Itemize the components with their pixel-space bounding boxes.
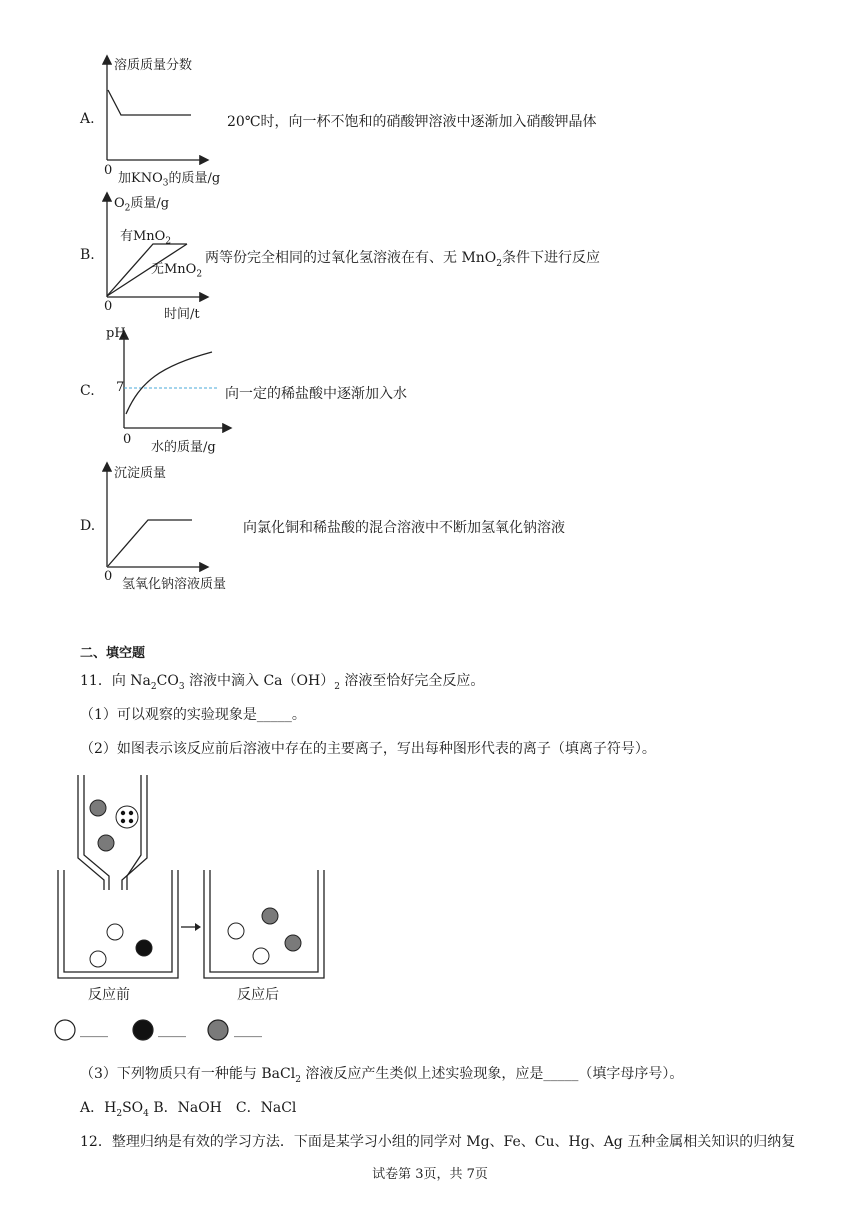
section-heading: 二、填空题 [80, 646, 146, 661]
gray-ion [98, 835, 114, 851]
beaker-before [58, 870, 178, 978]
graph-b-curve2-label: 无MnO$_2$ [151, 262, 203, 280]
dropper [78, 775, 147, 890]
graph-c-tick-7: 7 [116, 380, 125, 395]
gray-ion [285, 935, 301, 951]
graph-d-ylabel: 沉淀质量 [114, 466, 167, 481]
graph-d-origin: 0 [104, 569, 113, 584]
option-a-statement: 20℃时，向一杯不饱和的硝酸钾溶液中逐渐加入硝酸钾晶体 [227, 114, 597, 130]
option-d-statement: 向氯化铜和稀盐酸的混合溶液中不断加氢氧化钠溶液 [243, 520, 565, 536]
white-ion [107, 924, 123, 940]
white-ion [253, 948, 269, 964]
curve [108, 520, 192, 566]
graph-c-ylabel: pH [106, 326, 126, 341]
graph-b-xlabel: 时间/t [164, 307, 200, 322]
graph-c-xlabel: 水的质量/g [151, 440, 216, 455]
beaker-after [204, 870, 324, 978]
graph-b-ylabel: $O_2$质量/g [114, 196, 170, 214]
curve [126, 352, 212, 414]
option-c-letter: C. [80, 383, 95, 399]
arrow-right [181, 923, 201, 931]
white-ion-legend [55, 1020, 75, 1040]
graph-a-origin: 0 [104, 163, 113, 178]
q11-choices: A．$H_2SO_4$ B．NaOH C．NaCl [80, 1100, 297, 1119]
graph-c-origin: 0 [123, 432, 132, 447]
graph-a-ylabel: 溶质质量分数 [114, 58, 193, 73]
q11-part3: （3）下列物质只有一种能与 BaCl$_2$ 溶液反应产生类似上述实验现象，应是_____（填字母序号）。 [80, 1066, 684, 1085]
carbonate-ion-group [116, 806, 138, 828]
graph-b-origin: 0 [104, 299, 113, 314]
q12-stem: 12．整理归纳是有效的学习方法．下面是某学习小组的同学对 Mg、Fe、Cu、Hg、Ag 五种金属相关知识的归纳复 [80, 1134, 796, 1150]
option-c-statement: 向一定的稀盐酸中逐渐加入水 [225, 386, 407, 402]
gray-ion [90, 800, 106, 816]
label-before-reaction: 反应前 [88, 987, 130, 1003]
black-ion [136, 940, 152, 956]
black-ion-legend [133, 1020, 153, 1040]
option-a-letter: A. [80, 111, 95, 127]
graph-d-xlabel: 氢氧化钠溶液质量 [122, 577, 227, 592]
option-d-letter: D. [80, 518, 96, 534]
white-ion [228, 923, 244, 939]
graph-a [95, 55, 225, 175]
reaction-diagram [50, 770, 350, 1010]
option-b-letter: B. [80, 247, 95, 263]
label-after-reaction: 反应后 [237, 987, 279, 1003]
white-ion [90, 951, 106, 967]
blank-white-ion[interactable]: ____ [80, 1022, 108, 1038]
graph-b-curve1-label: 有MnO$_2$ [120, 229, 172, 247]
graph-a-xlabel: 加$KNO_3$的质量/g [118, 171, 221, 189]
option-b-statement: 两等份完全相同的过氧化氢溶液在有、无 MnO$_2$条件下进行反应 [205, 250, 601, 269]
page-footer: 试卷第 3页，共 7页 [372, 1167, 488, 1182]
q11-stem: 11．向 $Na_2CO_3$ 溶液中滴入 $Ca(OH)_2$ 溶液至恰好完全反应。 [80, 673, 485, 692]
gray-ion-legend [208, 1020, 228, 1040]
gray-ion [262, 908, 278, 924]
q11-part1: （1）可以观察的实验现象是_____。 [80, 707, 306, 723]
blank-gray-ion[interactable]: ____ [234, 1022, 262, 1038]
curve [108, 90, 191, 115]
q11-part2: （2）如图表示该反应前后溶液中存在的主要离子，写出每种图形代表的离子（填离子符号）。 [80, 741, 656, 757]
blank-black-ion[interactable]: ____ [158, 1022, 186, 1038]
